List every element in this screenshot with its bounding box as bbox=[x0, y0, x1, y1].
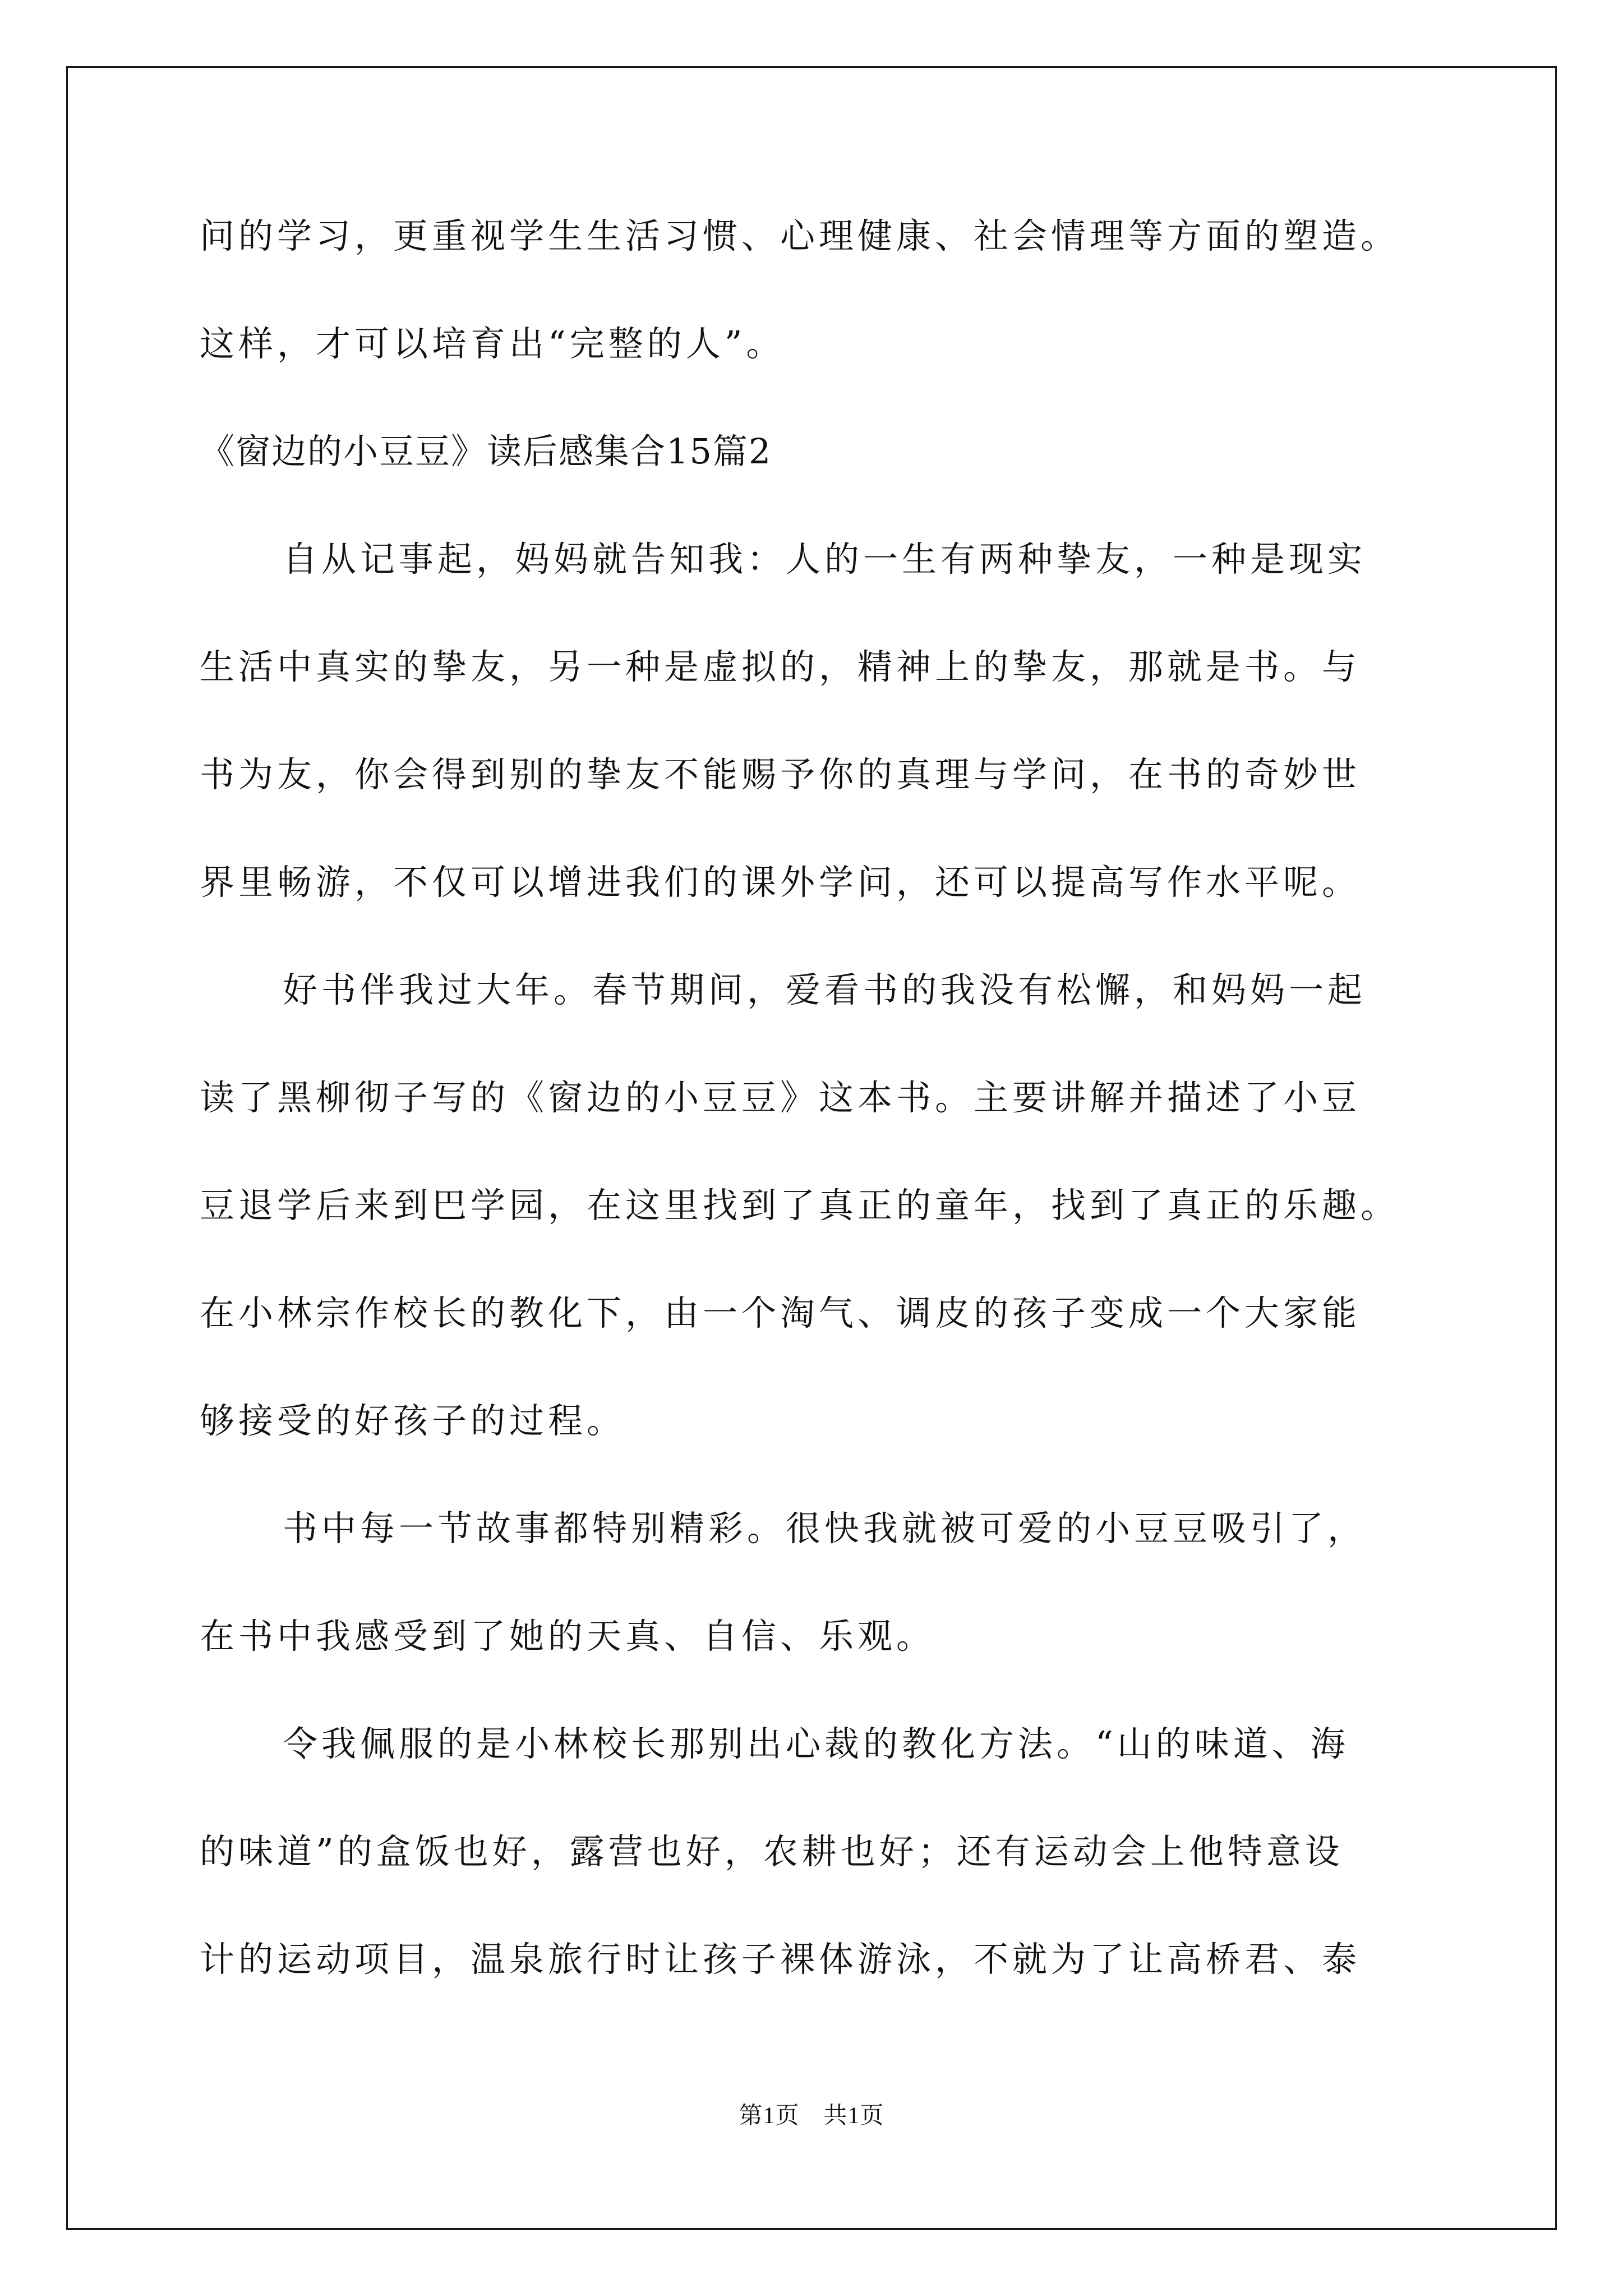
text-line: 计的运动项目，温泉旅行时让孩子裸体游泳，不就为了让高桥君、泰 bbox=[200, 1939, 1361, 1980]
paragraph-start-line: 好书伴我过大年。春节期间，爱看书的我没有松懈，和妈妈一起 bbox=[283, 969, 1367, 1010]
text-line: 豆退学后来到巴学园，在这里找到了真正的童年，找到了真正的乐趣。 bbox=[200, 1185, 1400, 1226]
text-line: 读了黑柳彻子写的《窗边的小豆豆》这本书。主要讲解并描述了小豆 bbox=[200, 1077, 1361, 1118]
text-line: 生活中真实的挚友，另一种是虚拟的，精神上的挚友，那就是书。与 bbox=[200, 646, 1361, 687]
text-line: 在小林宗作校长的教化下，由一个淘气、调皮的孩子变成一个大家能 bbox=[200, 1292, 1361, 1333]
text-line: 够接受的好孩子的过程。 bbox=[200, 1400, 626, 1441]
page-border bbox=[66, 66, 1557, 2230]
paragraph-start-line: 自从记事起，妈妈就告知我：人的一生有两种挚友，一种是现实 bbox=[283, 539, 1367, 579]
page-number-footer: 第1页 共1页 bbox=[739, 2103, 884, 2129]
paragraph-start-line: 书中每一节故事都特别精彩。很快我就被可爱的小豆豆吸引了， bbox=[283, 1508, 1367, 1549]
paragraph-start-line: 令我佩服的是小林校长那别出心裁的教化方法。“山的味道、海 bbox=[283, 1723, 1349, 1764]
text-line: 的味道”的盒饭也好，露营也好，农耕也好；还有运动会上他特意设 bbox=[200, 1831, 1344, 1872]
section-heading: 《窗边的小豆豆》读后感集合15篇2 bbox=[200, 431, 772, 472]
text-line: 在书中我感受到了她的天真、自信、乐观。 bbox=[200, 1616, 935, 1657]
text-line: 书为友，你会得到别的挚友不能赐予你的真理与学问，在书的奇妙世 bbox=[200, 754, 1361, 795]
text-line: 界里畅游，不仅可以增进我们的课外学问，还可以提高写作水平呢。 bbox=[200, 862, 1361, 903]
text-line: 这样，才可以培育出“完整的人”。 bbox=[200, 323, 785, 364]
text-line: 问的学习，更重视学生生活习惯、心理健康、社会情理等方面的塑造。 bbox=[200, 215, 1400, 256]
